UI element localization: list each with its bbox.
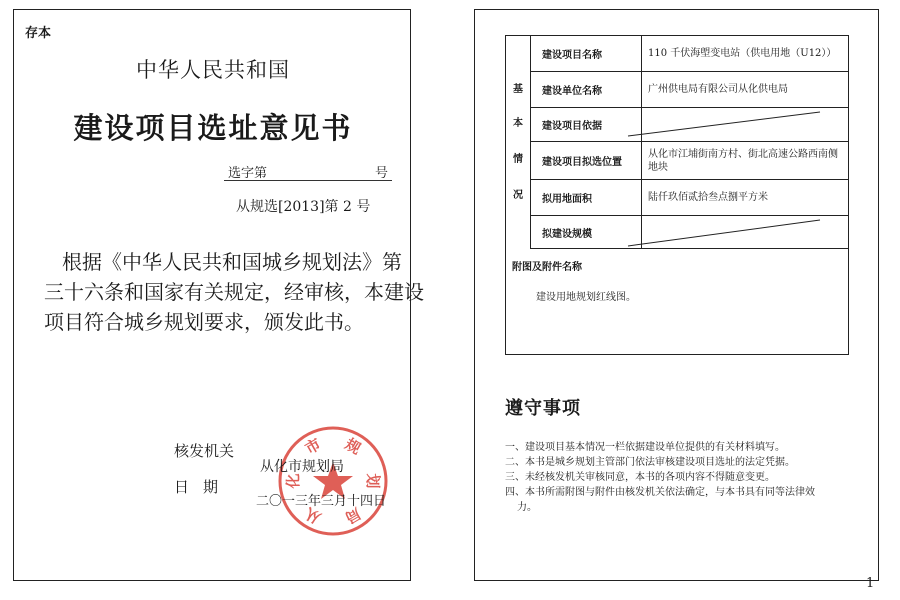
official-seal (276, 424, 390, 538)
body-text-line: 项目符合城乡规划要求，颁发此书。 (44, 310, 364, 334)
row-label: 建设项目拟选位置 (530, 142, 642, 179)
seal-char: 局 (341, 504, 365, 528)
row-label: 建设单位名称 (530, 72, 642, 107)
seal-char: 从 (301, 504, 325, 528)
issuer-label: 核发机关 (174, 442, 235, 460)
row-value: 广州供电局有限公司从化供电局 (648, 84, 788, 95)
seal-char: 规 (341, 434, 365, 458)
row-value: 陆仟玖佰贰拾叁点捌平方米 (648, 192, 768, 203)
seal-char: 划 (364, 473, 382, 489)
note-item: 一、建设项目基本情况一栏依据建设单位提供的有关材料填写。 (505, 442, 785, 453)
strike-marks (624, 36, 824, 249)
body-text-line: 根据《中华人民共和国城乡规划法》第 (62, 250, 402, 274)
section-char: 基 (513, 84, 523, 95)
row-label: 建设项目名称 (530, 36, 642, 71)
seal-char: 化 (284, 473, 302, 489)
row-value: 110 千伏海塱变电站（供电用地（U12）） (648, 48, 837, 59)
note-item: 四、本书所需附图与附件由核发机关依法确定，与本书具有同等法律效 (505, 487, 815, 498)
attachments-label: 附图及附件名称 (512, 262, 582, 273)
row-label: 拟建设规模 (530, 216, 642, 248)
issuer-value: 从化市规划局 (260, 459, 344, 475)
note-item: 三、未经核发机关审核同意，本书的各项内容不得随意变更。 (505, 472, 775, 483)
select-number-suffix: 号 (374, 166, 388, 181)
section-char: 况 (513, 190, 523, 201)
document-title: 建设项目选址意见书 (73, 111, 353, 145)
basic-info-table (505, 35, 849, 355)
left-page (13, 9, 424, 581)
body-text-line: 三十六条和国家有关规定，经审核，本建设 (44, 280, 424, 304)
issue-date: 二〇一三年三月十四日 (256, 494, 387, 509)
country-name: 中华人民共和国 (136, 58, 290, 82)
section-label-cell (506, 36, 531, 249)
attachments-value: 建设用地规划红线图。 (536, 292, 636, 303)
strike-line (628, 220, 820, 246)
document-number: 从规选[2013]第 2 号 (236, 199, 371, 215)
note-item: 力。 (517, 502, 537, 513)
note-item: 二、本书是城乡规划主管部门依法审核建设项目选址的法定凭据。 (505, 457, 795, 468)
row-label: 拟用地面积 (530, 180, 642, 215)
select-number-field (224, 162, 392, 181)
notes-title: 遵守事项 (505, 398, 581, 419)
strike-line (628, 112, 820, 136)
section-char: 本 (513, 118, 523, 129)
seal-char: 市 (301, 434, 325, 458)
date-label: 日期 (174, 478, 233, 496)
select-number-label: 选字第 (228, 166, 268, 181)
section-char: 情 (513, 154, 523, 165)
right-page (474, 9, 879, 581)
page-number: 1 (866, 576, 875, 591)
row-value: 从化市江埔街南方村、街北高速公路西南侧地块 (648, 148, 838, 173)
archive-label: 存本 (25, 26, 52, 41)
row-label: 建设项目依据 (530, 108, 642, 141)
